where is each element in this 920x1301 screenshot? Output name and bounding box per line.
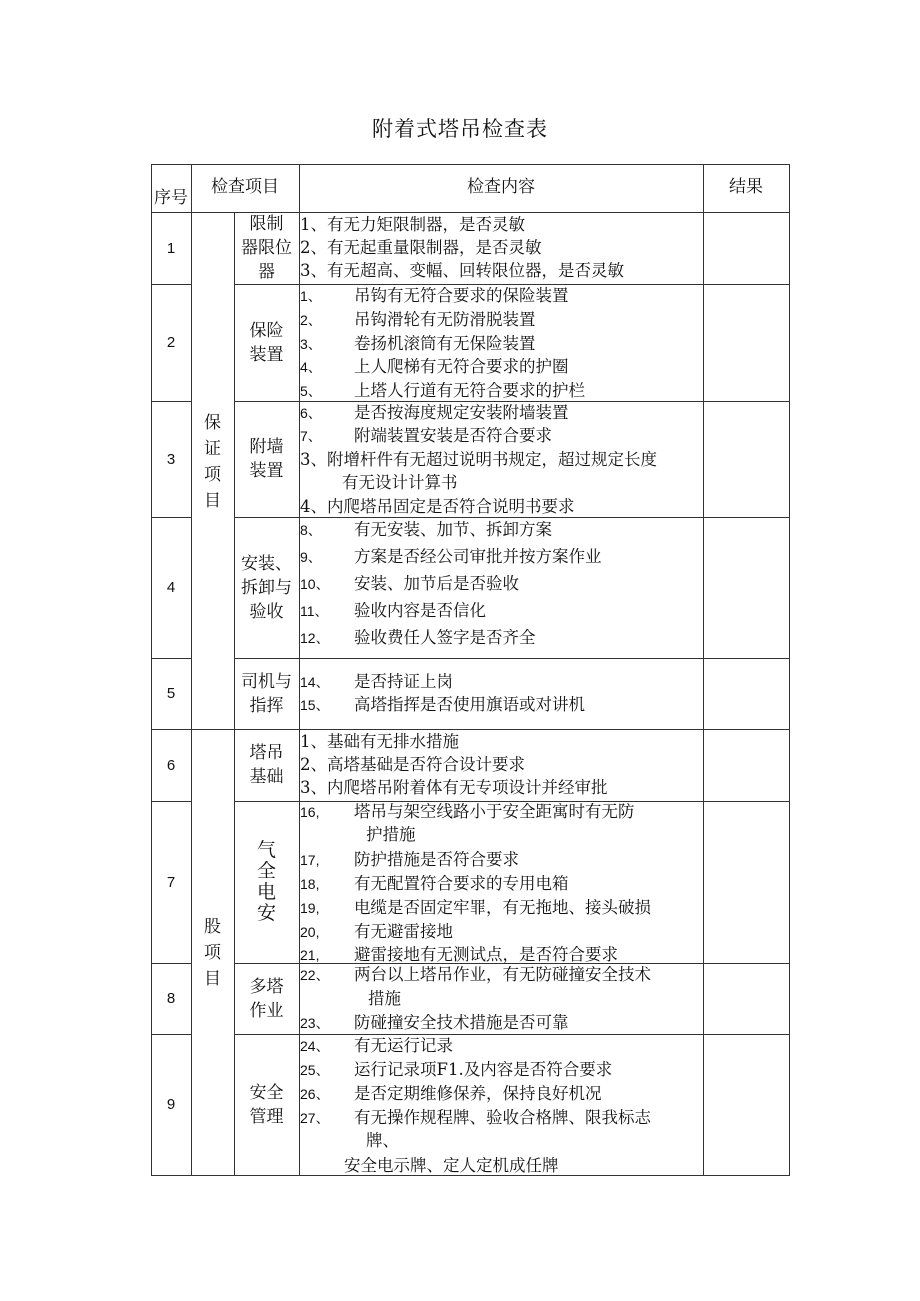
check-item-line: 附墙 [249, 437, 284, 457]
item-number: 24、 [300, 1038, 330, 1054]
result-cell[interactable] [703, 212, 789, 284]
result-cell[interactable] [703, 729, 789, 801]
item-text: 卷扬机滚筒有无保险装置 [354, 334, 536, 353]
check-item-line: 限制 [249, 214, 284, 234]
result-cell[interactable] [703, 1034, 789, 1175]
item-number: 16, [300, 804, 320, 820]
row-number: 3 [166, 450, 176, 468]
item-text: 验收费任人签字是否齐全 [354, 628, 536, 647]
item-text: 是否按海度规定安装附墙装置 [354, 403, 569, 422]
header-no: 序号 [154, 187, 188, 208]
item-text: 是否定期维修保养，保持良好机况 [354, 1084, 602, 1103]
item-number: 6、 [300, 405, 322, 421]
table-border-right [789, 164, 790, 1176]
item-text: 有无运行记录 [354, 1036, 453, 1055]
check-item [234, 801, 299, 963]
item-text: 电缆是否固定牢罪，有无拖地、接头破损 [354, 898, 651, 917]
row-number: 4 [166, 579, 176, 596]
item-text: 是否持证上岗 [354, 672, 453, 691]
check-item-line: 拆卸与 [241, 577, 292, 598]
item-text: 吊钩滑轮有无防滑脱装置 [354, 310, 536, 329]
row-number: 9 [166, 1096, 176, 1113]
row-number: 2 [166, 334, 176, 351]
item-number: 19, [300, 900, 320, 916]
check-item [234, 963, 299, 1034]
item-text: 安全电示牌、定人定机成任牌 [344, 1156, 559, 1175]
item-number: 26、 [300, 1086, 330, 1102]
group-guarantee-items-char: 目 [204, 491, 221, 511]
check-item-line: 指挥 [249, 695, 284, 716]
header-content: 检查内容 [467, 176, 535, 197]
result-cell[interactable] [703, 658, 789, 729]
check-item [234, 401, 299, 517]
check-item-line: 器 [258, 262, 275, 282]
row-number: 1 [166, 239, 176, 257]
item-text: 安装、加节后是否验收 [354, 574, 519, 593]
page-title: 附着式塔吊检查表 [372, 117, 548, 141]
item-number: 5、 [300, 383, 322, 399]
row-number: 7 [166, 873, 176, 891]
check-item [234, 1034, 299, 1175]
item-text: 上塔人行道有无符合要求的护栏 [354, 381, 585, 400]
item-text: 高塔指挥是否使用旗语或对讲机 [354, 695, 585, 714]
check-item-line: 全 [256, 860, 276, 882]
item-text: 有无操作规程牌、验收合格牌、限我标志 [354, 1108, 651, 1127]
header-item: 检查项目 [211, 176, 279, 197]
row-number: 8 [166, 990, 176, 1007]
item-number: 12、 [300, 630, 330, 646]
result-cell[interactable] [703, 517, 789, 658]
item-number: 25、 [300, 1062, 330, 1078]
group-guarantee-items-char: 项 [204, 465, 221, 485]
check-item-line: 装置 [249, 344, 284, 365]
item-number: 21, [300, 947, 320, 963]
item-text: 运行记录项F1.及内容是否符合要求 [354, 1060, 613, 1079]
check-item-line: 管理 [249, 1106, 284, 1127]
group-general-items-char: 项 [204, 943, 221, 963]
check-item-line: 电 [256, 881, 276, 903]
item-number: 20, [300, 924, 320, 940]
item-text: 吊钩有无符合要求的保险装置 [354, 286, 569, 305]
check-item-line: 安装、 [241, 553, 292, 574]
check-item-line: 装置 [249, 461, 284, 481]
item-number: 9、 [300, 549, 322, 565]
item-text: 护措施 [366, 825, 416, 844]
item-text: 1、基础有无排水措施 [300, 732, 459, 751]
group-guarantee-items-char: 证 [204, 439, 221, 459]
item-text: 2、有无起重量限制器，是否灵敏 [300, 238, 542, 257]
item-number: 10、 [300, 576, 330, 592]
check-item [234, 212, 299, 284]
item-text: 有无配置符合要求的专用电箱 [354, 874, 569, 893]
item-text: 有无设计计算书 [342, 473, 458, 492]
check-item-line: 安全 [249, 1082, 284, 1103]
item-number: 3、 [300, 336, 322, 352]
item-text: 有无避雷接地 [354, 922, 453, 941]
check-item-line: 作业 [249, 1000, 284, 1021]
item-text: 措施 [368, 989, 401, 1008]
check-item-line: 司机与 [241, 671, 292, 692]
item-text: 塔吊与架空线路小于安全距寓时有无防 [354, 802, 635, 821]
item-text: 4、内爬塔吊固定是否符合说明书要求 [300, 497, 575, 516]
result-cell[interactable] [703, 801, 789, 963]
row-number: 6 [166, 756, 176, 774]
item-text: 防碰撞安全技术措施是否可靠 [354, 1013, 569, 1032]
group-guarantee-items-char: 保 [204, 413, 221, 433]
item-number: 1、 [300, 288, 322, 304]
item-number: 15、 [300, 697, 330, 713]
item-text: 附端装置安装是否符合要求 [354, 426, 552, 445]
result-cell[interactable] [703, 963, 789, 1034]
item-number: 14、 [300, 674, 330, 690]
item-text: 方案是否经公司审批并按方案作业 [354, 547, 602, 566]
check-item-line: 验收 [249, 601, 284, 622]
item-number: 18, [300, 876, 320, 892]
item-text: 1、有无力矩限制器，是否灵敏 [300, 215, 525, 234]
group-general-items-char: 目 [204, 969, 221, 989]
item-text: 有无安装、加节、拆卸方案 [354, 520, 552, 539]
result-cell[interactable] [703, 284, 789, 401]
check-item-line: 保险 [249, 320, 284, 341]
item-text: 避雷接地有无测试点，是否符合要求 [354, 945, 618, 964]
item-number: 8、 [300, 522, 322, 538]
item-text: 验收内容是否信化 [354, 601, 486, 620]
check-item-line: 器限位 [241, 238, 292, 258]
group-divider [191, 729, 234, 730]
check-item [234, 729, 299, 801]
item-number: 2、 [300, 312, 322, 328]
group-general-items [191, 909, 234, 997]
item-number: 7、 [300, 428, 322, 444]
check-item [234, 658, 299, 729]
item-text: 两台以上塔吊作业，有无防碰撞安全技术 [354, 965, 651, 984]
item-number: 4、 [300, 359, 322, 375]
check-item [234, 517, 299, 658]
column-divider-no [191, 164, 192, 1175]
item-text: 防护措施是否符合要求 [354, 850, 519, 869]
item-text: 3、内爬塔吊附着体有无专项设计并经审批 [300, 778, 608, 797]
check-item-line: 安 [256, 902, 276, 924]
result-cell[interactable] [703, 401, 789, 517]
header-result: 结果 [729, 176, 763, 197]
check-item-line: 气 [256, 839, 276, 861]
item-text: 3、附增杆件有无超过说明书规定，超过规定长度 [300, 450, 657, 469]
item-number: 11、 [300, 603, 329, 619]
check-item-line: 基础 [249, 767, 284, 787]
check-item [234, 284, 299, 401]
check-item-line: 塔吊 [249, 743, 284, 763]
item-text: 牌、 [366, 1131, 399, 1150]
item-number: 22、 [300, 967, 330, 983]
item-number: 17, [300, 852, 320, 868]
group-guarantee-items [191, 402, 234, 522]
item-text: 3、有无超高、变幅、回转限位器，是否灵敏 [300, 261, 624, 280]
item-number: 27、 [300, 1110, 330, 1126]
item-text: 2、高塔基础是否符合设计要求 [300, 755, 525, 774]
row-number: 5 [166, 685, 176, 702]
item-number: 23、 [300, 1015, 330, 1031]
check-item-line: 多塔 [249, 976, 284, 997]
item-text: 上人爬梯有无符合要求的护圈 [354, 357, 569, 376]
group-general-items-char: 股 [204, 917, 221, 937]
